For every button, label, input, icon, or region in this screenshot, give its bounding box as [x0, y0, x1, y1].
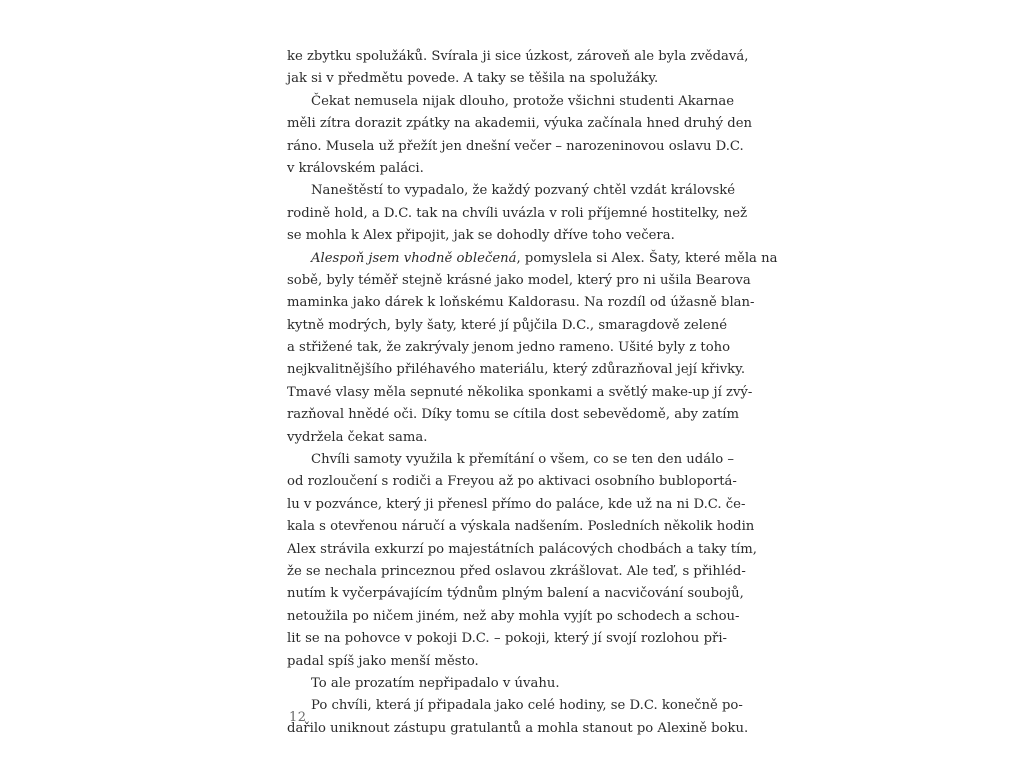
- text-line: kala s otevřenou náručí a výskala nadšením. Posledních několik hodin: [287, 519, 755, 535]
- text-line: Chvíli samoty využila k přemítání o všem, co se ten den událo –: [311, 452, 735, 468]
- text-line: ráno. Musela už přežít jen dnešní večer – narozeninovou oslavu D.C.: [287, 138, 744, 154]
- text-line: To ale prozatím nepřipadalo v úvahu.: [311, 675, 560, 691]
- text-line: vydržela čekat sama.: [287, 429, 428, 445]
- text-line: měli zítra dorazit zpátky na akademii, výuka začínala hned druhý den: [287, 116, 753, 132]
- text-line: sobě, byly téměř stejně krásné jako model, který pro ni ušila Bearova: [287, 272, 751, 288]
- text-line: Alex strávila exkurzí po majestátních palácových chodbách a taky tím,: [287, 541, 757, 557]
- text-line: a střižené tak, že zakrývaly jenom jedno rameno. Ušité byly z toho: [287, 340, 731, 356]
- text-line: lu v pozvánce, který ji přenesl přímo do paláce, kde už na ni D.C. če-: [287, 496, 746, 512]
- text-line: maminka jako dárek k loňskému Kaldorasu. Na rozdíl od úžasně blan-: [287, 295, 755, 311]
- text-line: netoužila po ničem jiném, než aby mohla vyjít po schodech a schou-: [287, 608, 740, 624]
- text-line: razňoval hnědé oči. Díky tomu se cítila dost sebevědomě, aby zatím: [287, 407, 740, 423]
- text-line: že se nechala princeznou před oslavou zkrášlovat. Ale teď, s přihléd-: [287, 563, 746, 579]
- text-line: jak si v předmětu povede. A taky se těšila na spolužáky.: [287, 71, 659, 87]
- text-fragment: , pomyslela si Alex. Šaty, které měla na: [516, 250, 778, 266]
- text-line: v královském paláci.: [287, 160, 424, 176]
- text-line: rodině hold, a D.C. tak na chvíli uvázla v roli příjemné hostitelky, než: [287, 205, 748, 221]
- page-number: 12: [289, 710, 307, 725]
- text-line: Naneštěstí to vypadalo, že každý pozvaný chtěl vzdát královské: [311, 183, 736, 199]
- text-line: lit se na pohovce v pokoji D.C. – pokoji, který jí svojí rozlohou při-: [287, 631, 727, 647]
- text-line: Po chvíli, která jí připadala jako celé hodiny, se D.C. konečně po-: [311, 698, 743, 714]
- italic-phrase: Alespoň jsem vhodně oblečená: [311, 250, 517, 266]
- text-line: dařilo uniknout zástupu gratulantů a mohla stanout po Alexině boku.: [287, 720, 749, 736]
- text-line: padal spíš jako menší město.: [287, 653, 479, 669]
- text-line: [287, 248, 778, 270]
- text-line: Čekat nemusela nijak dlouho, protože všichni studenti Akarnae: [311, 93, 735, 109]
- text-line: Tmavé vlasy měla sepnuté několika sponkami a světlý make-up jí zvý-: [287, 384, 753, 400]
- text-line: se mohla k Alex připojit, jak se dohodly dříve toho večera.: [287, 228, 675, 244]
- body-text: [287, 46, 778, 740]
- text-line: kytně modrých, byly šaty, které jí půjčila D.C., smaragdově zelené: [287, 317, 727, 333]
- text-line: ke zbytku spolužáků. Svírala ji sice úzkost, zároveň ale byla zvědavá,: [287, 49, 749, 64]
- text-line: od rozloučení s rodiči a Freyou až po aktivaci osobního bubloportá-: [287, 474, 737, 490]
- text-line: nutím k vyčerpávajícím týdnům plným balení a nacvičování soubojů,: [287, 586, 744, 602]
- text-line: nejkvalitnějšího přiléhavého materiálu, který zdůrazňoval její křivky.: [287, 362, 746, 378]
